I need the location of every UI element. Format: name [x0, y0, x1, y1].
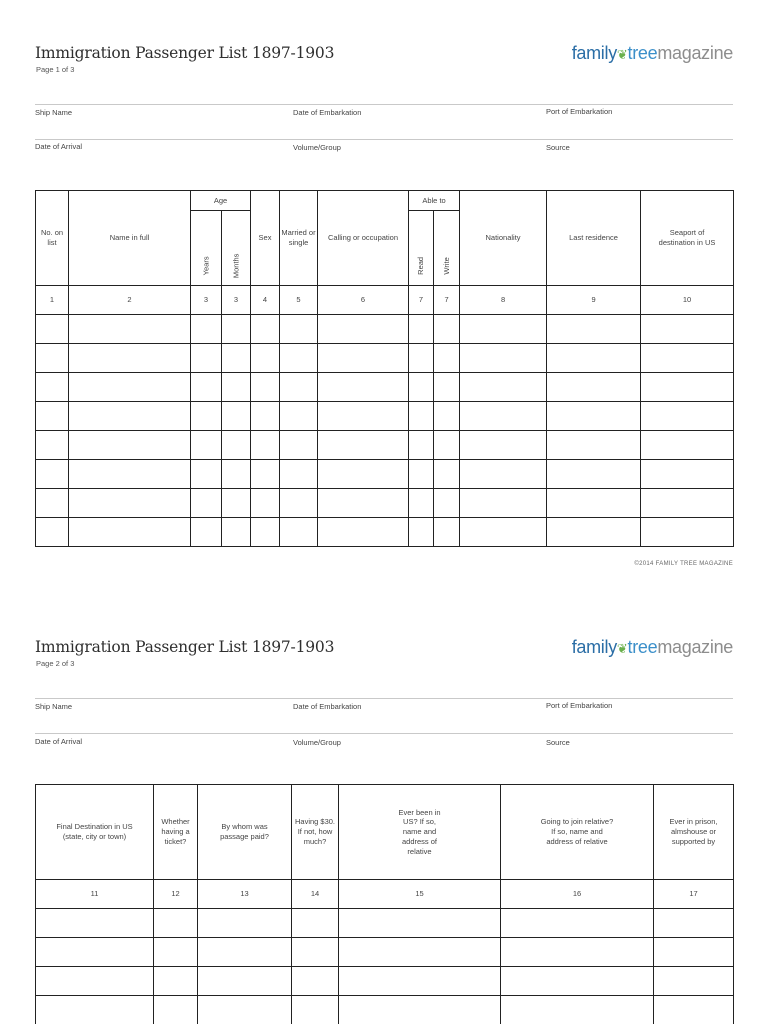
entry-cell[interactable]: [339, 909, 501, 938]
entry-cell[interactable]: [409, 431, 434, 460]
entry-cell[interactable]: [251, 402, 280, 431]
column-number: 15: [339, 880, 501, 909]
entry-cell[interactable]: [654, 967, 734, 996]
volume-group-label: Volume/Group: [293, 738, 341, 747]
header-nationality: Nationality: [460, 191, 547, 286]
entry-cell[interactable]: [222, 373, 251, 402]
entry-cell[interactable]: [434, 518, 460, 547]
entry-cell[interactable]: [222, 431, 251, 460]
entry-cell[interactable]: [318, 402, 409, 431]
header-ever-been-in-us: Ever been in US? If so, name and address of relative: [339, 785, 501, 880]
entry-cell[interactable]: [409, 402, 434, 431]
entry-cell[interactable]: [280, 489, 318, 518]
entry-cell[interactable]: [280, 518, 318, 547]
entry-cell[interactable]: [654, 909, 734, 938]
header-calling-or-occupation: Calling or occupation: [318, 191, 409, 286]
logo-text-family: family: [571, 637, 617, 657]
entry-cell[interactable]: [547, 518, 641, 547]
entry-cell[interactable]: [36, 518, 69, 547]
entry-cell[interactable]: [292, 938, 339, 967]
header-years: [191, 211, 222, 286]
column-number: 3: [191, 286, 222, 315]
entry-cell[interactable]: [251, 431, 280, 460]
column-number: 4: [251, 286, 280, 315]
entry-cell[interactable]: [641, 489, 734, 518]
table-row: [36, 315, 734, 344]
logo-text-magazine: magazine: [657, 43, 733, 63]
header-ever-in-prison: Ever in prison, almshouse or supported by: [654, 785, 734, 880]
entry-cell[interactable]: [191, 344, 222, 373]
entry-cell[interactable]: [318, 431, 409, 460]
entry-cell[interactable]: [434, 373, 460, 402]
column-number: 11: [36, 880, 154, 909]
ship-name-label: Ship Name: [35, 108, 73, 117]
header-having-ticket: Whether having a ticket?: [154, 785, 198, 880]
table-row: [36, 344, 734, 373]
entry-cell[interactable]: [280, 315, 318, 344]
header-final-destination: Final Destination in US (state, city or town): [36, 785, 154, 880]
form-title: Immigration Passenger List 1897-1903: [35, 638, 335, 656]
column-number: 2: [69, 286, 191, 315]
entry-cell[interactable]: [434, 402, 460, 431]
entry-cell[interactable]: [222, 460, 251, 489]
leaf-icon: ❦: [616, 641, 628, 656]
entry-cell[interactable]: [154, 996, 198, 1024]
field-line: [35, 698, 733, 699]
entry-cell[interactable]: [292, 909, 339, 938]
passenger-table-page-2: [35, 784, 734, 1024]
entry-cell[interactable]: [69, 518, 191, 547]
header-write: [434, 211, 460, 286]
entry-cell[interactable]: [36, 489, 69, 518]
entry-cell[interactable]: [460, 373, 547, 402]
header-name-in-full: Name in full: [69, 191, 191, 286]
entry-cell[interactable]: [339, 996, 501, 1024]
entry-cell[interactable]: [69, 344, 191, 373]
page-number: Page 2 of 3: [36, 659, 75, 668]
column-number: 8: [460, 286, 547, 315]
column-number: 5: [280, 286, 318, 315]
entry-cell[interactable]: [154, 967, 198, 996]
header-going-to-join: Going to join relative? If so, name and address of relative: [501, 785, 654, 880]
entry-cell[interactable]: [222, 489, 251, 518]
entry-cell[interactable]: [460, 431, 547, 460]
entry-cell[interactable]: [460, 315, 547, 344]
column-number: 17: [654, 880, 734, 909]
entry-cell[interactable]: [222, 402, 251, 431]
field-line: [35, 104, 733, 105]
column-number: 14: [292, 880, 339, 909]
table-row: [36, 402, 734, 431]
entry-cell[interactable]: [36, 909, 154, 938]
header-sex: Sex: [251, 191, 280, 286]
months-label: Months: [231, 253, 241, 279]
entry-cell[interactable]: [547, 315, 641, 344]
column-number: 3: [222, 286, 251, 315]
field-line: [35, 139, 733, 140]
family-tree-magazine-logo: [572, 637, 733, 658]
entry-cell[interactable]: [641, 518, 734, 547]
column-number-row: [36, 286, 734, 315]
entry-cell[interactable]: [69, 431, 191, 460]
years-label: Years: [201, 256, 211, 276]
entry-cell[interactable]: [69, 402, 191, 431]
source-label: Source: [546, 143, 570, 152]
entry-cell[interactable]: [191, 489, 222, 518]
page-number: Page 1 of 3: [36, 65, 75, 74]
table-row: [36, 431, 734, 460]
entry-cell[interactable]: [292, 967, 339, 996]
entry-cell[interactable]: [339, 938, 501, 967]
write-label: Write: [441, 257, 451, 275]
column-number: 12: [154, 880, 198, 909]
form-page-2: [0, 594, 768, 1024]
entry-cell[interactable]: [191, 315, 222, 344]
header-married-or-single: Married or single: [280, 191, 318, 286]
date-of-embarkation-label: Date of Embarkation: [293, 108, 362, 117]
entry-cell[interactable]: [36, 996, 154, 1024]
entry-cell[interactable]: [501, 938, 654, 967]
entry-cell[interactable]: [641, 402, 734, 431]
port-of-embarkation-label: Port of Embarkation: [546, 701, 613, 710]
entry-cell[interactable]: [69, 373, 191, 402]
logo-text-family: family: [571, 43, 617, 63]
entry-cell[interactable]: [191, 518, 222, 547]
entry-cell[interactable]: [318, 489, 409, 518]
entry-cell[interactable]: [460, 344, 547, 373]
entry-cell[interactable]: [222, 344, 251, 373]
entry-cell[interactable]: [409, 344, 434, 373]
entry-cell[interactable]: [654, 938, 734, 967]
leaf-icon: ❦: [616, 47, 628, 62]
entry-cell[interactable]: [198, 996, 292, 1024]
entry-cell[interactable]: [191, 431, 222, 460]
entry-cell[interactable]: [318, 344, 409, 373]
form-title: Immigration Passenger List 1897-1903: [35, 44, 335, 62]
entry-cell[interactable]: [154, 938, 198, 967]
entry-cell[interactable]: [36, 431, 69, 460]
entry-cell[interactable]: [318, 518, 409, 547]
copyright-notice: ©2014 FAMILY TREE MAGAZINE: [634, 561, 733, 567]
date-of-embarkation-label: Date of Embarkation: [293, 702, 362, 711]
entry-cell[interactable]: [641, 373, 734, 402]
table-row: [36, 967, 734, 996]
entry-cell[interactable]: [434, 431, 460, 460]
source-label: Source: [546, 738, 570, 747]
entry-cell[interactable]: [460, 402, 547, 431]
entry-cell[interactable]: [434, 460, 460, 489]
column-number: 16: [501, 880, 654, 909]
entry-cell[interactable]: [280, 460, 318, 489]
column-number: 6: [318, 286, 409, 315]
table-row: [36, 460, 734, 489]
entry-cell[interactable]: [198, 938, 292, 967]
read-label: Read: [416, 257, 426, 276]
port-of-embarkation-label: Port of Embarkation: [546, 107, 613, 116]
entry-cell[interactable]: [501, 909, 654, 938]
table-row: [36, 996, 734, 1024]
column-number: 13: [198, 880, 292, 909]
entry-cell[interactable]: [251, 373, 280, 402]
entry-cell[interactable]: [69, 315, 191, 344]
passenger-table-page-1: [35, 190, 734, 547]
column-number: 7: [409, 286, 434, 315]
date-of-arrival-label: Date of Arrival: [35, 737, 83, 746]
entry-cell[interactable]: [409, 460, 434, 489]
entry-cell[interactable]: [251, 518, 280, 547]
entry-cell[interactable]: [460, 489, 547, 518]
entry-cell[interactable]: [251, 460, 280, 489]
entry-cell[interactable]: [222, 315, 251, 344]
entry-cell[interactable]: [547, 402, 641, 431]
entry-cell[interactable]: [280, 431, 318, 460]
entry-cell[interactable]: [318, 460, 409, 489]
entry-cell[interactable]: [198, 967, 292, 996]
header-seaport-of-destination: Seaport of destination in US: [641, 191, 734, 286]
entry-cell[interactable]: [501, 996, 654, 1024]
header-having-30: Having $30. If not, how much?: [292, 785, 339, 880]
entry-cell[interactable]: [501, 967, 654, 996]
entry-cell[interactable]: [154, 909, 198, 938]
entry-cell[interactable]: [191, 460, 222, 489]
entry-cell[interactable]: [641, 344, 734, 373]
entry-cell[interactable]: [460, 460, 547, 489]
entry-cell[interactable]: [69, 489, 191, 518]
entry-cell[interactable]: [69, 460, 191, 489]
entry-cell[interactable]: [222, 518, 251, 547]
header-age: Age: [191, 191, 251, 211]
entry-cell[interactable]: [36, 402, 69, 431]
entry-cell[interactable]: [198, 909, 292, 938]
header-able-to: Able to: [409, 191, 460, 211]
ship-name-label: Ship Name: [35, 702, 73, 711]
entry-cell[interactable]: [251, 344, 280, 373]
entry-cell[interactable]: [641, 431, 734, 460]
table-row: [36, 373, 734, 402]
entry-cell[interactable]: [191, 373, 222, 402]
entry-cell[interactable]: [547, 460, 641, 489]
column-number: 9: [547, 286, 641, 315]
entry-cell[interactable]: [409, 373, 434, 402]
entry-cell[interactable]: [460, 518, 547, 547]
entry-cell[interactable]: [434, 344, 460, 373]
table-row: [36, 938, 734, 967]
header-no-on-list: No. on list: [36, 191, 69, 286]
header-passage-paid: By whom was passage paid?: [198, 785, 292, 880]
family-tree-magazine-logo: [572, 43, 733, 64]
entry-cell[interactable]: [36, 315, 69, 344]
entry-cell[interactable]: [434, 315, 460, 344]
entry-cell[interactable]: [280, 402, 318, 431]
entry-cell[interactable]: [292, 996, 339, 1024]
header-read: [409, 211, 434, 286]
table-row: [36, 518, 734, 547]
table-row: [36, 489, 734, 518]
logo-text-tree: tree: [627, 637, 658, 657]
column-number-row: [36, 880, 734, 909]
header-last-residence: Last residence: [547, 191, 641, 286]
logo-text-magazine: magazine: [657, 637, 733, 657]
table-row: [36, 909, 734, 938]
entry-cell[interactable]: [251, 315, 280, 344]
entry-cell[interactable]: [409, 489, 434, 518]
column-number: 1: [36, 286, 69, 315]
entry-cell[interactable]: [280, 344, 318, 373]
logo-text-tree: tree: [627, 43, 658, 63]
entry-cell[interactable]: [36, 344, 69, 373]
entry-cell[interactable]: [280, 373, 318, 402]
entry-cell[interactable]: [251, 489, 280, 518]
entry-cell[interactable]: [547, 489, 641, 518]
entry-cell[interactable]: [409, 315, 434, 344]
entry-cell[interactable]: [547, 373, 641, 402]
entry-cell[interactable]: [409, 518, 434, 547]
entry-cell[interactable]: [318, 315, 409, 344]
entry-cell[interactable]: [36, 938, 154, 967]
entry-cell[interactable]: [434, 489, 460, 518]
header-months: [222, 211, 251, 286]
entry-cell[interactable]: [36, 460, 69, 489]
entry-cell[interactable]: [318, 373, 409, 402]
entry-cell[interactable]: [547, 344, 641, 373]
entry-cell[interactable]: [641, 315, 734, 344]
entry-cell[interactable]: [641, 460, 734, 489]
entry-cell[interactable]: [36, 373, 69, 402]
entry-cell[interactable]: [36, 967, 154, 996]
column-number: 7: [434, 286, 460, 315]
entry-cell[interactable]: [191, 402, 222, 431]
volume-group-label: Volume/Group: [293, 143, 341, 152]
entry-cell[interactable]: [339, 967, 501, 996]
entry-cell[interactable]: [547, 431, 641, 460]
column-number: 10: [641, 286, 734, 315]
entry-cell[interactable]: [654, 996, 734, 1024]
field-line: [35, 733, 733, 734]
date-of-arrival-label: Date of Arrival: [35, 142, 83, 151]
